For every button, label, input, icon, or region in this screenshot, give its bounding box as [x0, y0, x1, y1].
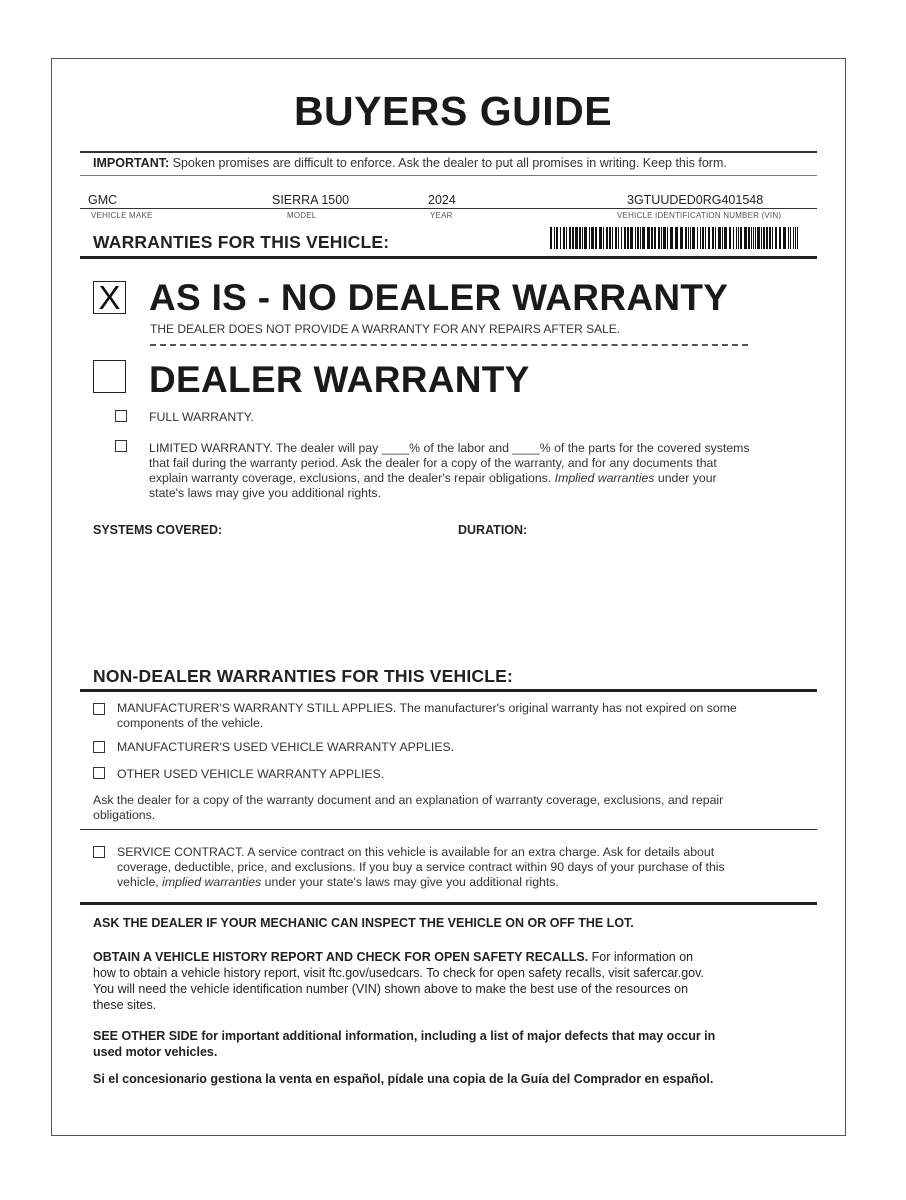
limited-warranty-line: state's laws may give you additional rights. [149, 486, 382, 500]
barcode-bar [642, 227, 645, 249]
barcode-bar [579, 227, 581, 249]
barcode-bar [736, 227, 737, 249]
barcode-bar [702, 227, 704, 249]
barcode-bar [783, 227, 786, 249]
barcode-bar [627, 227, 629, 249]
vehicle-year-label: YEAR [430, 211, 453, 220]
dashed-separator [150, 344, 748, 346]
service-contract-line [117, 875, 725, 890]
barcode-bar [793, 227, 794, 249]
vehicle-history-fragment: For information on [588, 950, 694, 964]
barcode-bar [772, 227, 773, 249]
dealer-warranty-checkbox[interactable] [93, 360, 126, 393]
barcode-bar [654, 227, 656, 249]
barcode-bar [651, 227, 653, 249]
barcode-bar [688, 227, 689, 249]
barcode-bar [563, 227, 565, 249]
service-contract-line: coverage, deductible, price, and exclusions. If you buy a service contract within 90 days of your purchase of this [117, 860, 725, 874]
vehicle-history-line: how to obtain a vehicle history report, visit ftc.gov/usedcars. To check for open safety recalls, visit safercar.gov. [93, 966, 704, 980]
vehicle-history-line [93, 949, 704, 965]
divider [80, 829, 817, 830]
barcode-bar [584, 227, 587, 249]
barcode-bar [569, 227, 571, 249]
barcode-bar [744, 227, 747, 249]
mechanic-inspection-text: ASK THE DEALER IF YOUR MECHANIC CAN INSPECT THE VEHICLE ON OR OFF THE LOT. [93, 916, 634, 930]
barcode-bar [582, 227, 583, 249]
barcode-bar [572, 227, 574, 249]
barcode-bar [612, 227, 613, 249]
service-contract-fragment: under your state's laws may give you additional rights. [261, 875, 559, 889]
barcode-bar [761, 227, 762, 249]
barcode-bar [560, 227, 561, 249]
as-is-subtitle: THE DEALER DOES NOT PROVIDE A WARRANTY FOR ANY REPAIRS AFTER SALE. [150, 322, 621, 336]
barcode-bar [755, 227, 756, 249]
divider [80, 151, 817, 153]
systems-covered-label: SYSTEMS COVERED: [93, 523, 223, 537]
limited-warranty-line: LIMITED WARRANTY. The dealer will pay ____% of the labor and ____% of the parts for the covered systems [149, 441, 750, 455]
divider [80, 208, 817, 209]
barcode-bar [595, 227, 597, 249]
barcode-bar [630, 227, 633, 249]
barcode-bar [715, 227, 716, 249]
mechanic-inspection-note [93, 915, 634, 931]
warranties-heading: WARRANTIES FOR THIS VEHICLE: [93, 232, 390, 252]
as-is-title: AS IS - NO DEALER WARRANTY [149, 277, 729, 318]
barcode-bar [712, 227, 714, 249]
vehicle-model-label: MODEL [287, 211, 317, 220]
barcode-bar [566, 227, 567, 249]
vehicle-history-line: these sites. [93, 998, 157, 1012]
service-contract-fragment: vehicle, [117, 875, 163, 889]
important-text: Spoken promises are difficult to enforce. Ask the dealer to put all promises in writing. Keep this form. [172, 156, 727, 170]
vehicle-make-label: VEHICLE MAKE [91, 211, 153, 220]
dealer-warranty-title: DEALER WARRANTY [149, 359, 530, 400]
barcode-bar [718, 227, 721, 249]
vehicle-history-heading: OBTAIN A VEHICLE HISTORY REPORT AND CHECK FOR OPEN SAFETY RECALLS. [93, 950, 589, 964]
barcode-bar [556, 227, 558, 249]
other-used-checkbox[interactable] [93, 767, 105, 779]
barcode-bar [748, 227, 750, 249]
see-other-side-line: SEE OTHER SIDE for important additional information, including a list of major defects that may occur in [93, 1029, 716, 1043]
barcode-bar [753, 227, 754, 249]
barcode-bar [775, 227, 777, 249]
barcode-bar [708, 227, 710, 249]
non-dealer-heading: NON-DEALER WARRANTIES FOR THIS VEHICLE: [93, 666, 514, 686]
barcode-bar [724, 227, 727, 249]
manufacturer-used-label: MANUFACTURER'S USED VEHICLE WARRANTY APPLIES. [117, 740, 455, 754]
barcode-bar [603, 227, 604, 249]
barcode-bar [738, 227, 739, 249]
barcode-bar [675, 227, 678, 249]
divider [80, 256, 817, 259]
barcode-bar [591, 227, 594, 249]
barcode-bar [621, 227, 622, 249]
barcode-bar [705, 227, 706, 249]
as-is-check-mark: X [98, 279, 121, 316]
page-title: BUYERS GUIDE [293, 88, 613, 134]
barcode-bar [740, 227, 742, 249]
barcode-bar [663, 227, 666, 249]
barcode-bar [700, 227, 701, 249]
barcode-bar [658, 227, 660, 249]
barcode-bar [766, 227, 768, 249]
ask-dealer-line: obligations. [93, 808, 156, 822]
see-other-side-paragraph [93, 1028, 715, 1060]
vehicle-make: GMC [88, 193, 118, 207]
service-contract-line: SERVICE CONTRACT. A service contract on this vehicle is available for an extra charge. Ask for details about [117, 845, 715, 859]
vehicle-vin: 3GTUUDED0RG401548 [627, 193, 764, 207]
manufacturer-warranty-line: components of the vehicle. [117, 716, 264, 730]
barcode-bar [697, 227, 698, 249]
barcode-bar [670, 227, 673, 249]
barcode-bar [624, 227, 626, 249]
implied-warranties-italic: Implied warranties [554, 471, 655, 485]
barcode-bar [599, 227, 602, 249]
service-contract-text [117, 845, 725, 890]
barcode-bar [779, 227, 781, 249]
barcode-bar [550, 227, 552, 249]
barcode-bar [680, 227, 683, 249]
vehicle-model: SIERRA 1500 [272, 193, 350, 207]
barcode-bar [647, 227, 650, 249]
barcode-bar [690, 227, 691, 249]
as-is-checkbox[interactable] [93, 281, 126, 314]
barcode-bar [763, 227, 765, 249]
barcode-bar [795, 227, 796, 249]
manufacturer-warranty-checkbox[interactable] [93, 703, 105, 715]
limited-warranty-checkbox[interactable] [115, 440, 127, 452]
implied-warranties-italic: implied warranties [162, 875, 262, 889]
vehicle-year: 2024 [428, 193, 456, 207]
limited-warranty-line: that fail during the warranty period. Ask the dealer for a copy of the warranty, and for any documents that [149, 456, 717, 470]
barcode-bar [615, 227, 617, 249]
barcode-bar [554, 227, 555, 249]
barcode-bar [788, 227, 789, 249]
spanish-notice: Si el concesionario gestiona la venta en español, pídale una copia de la Guía del Comprador en español. [93, 1072, 714, 1086]
limited-warranty-fragment: explain warranty coverage, exclusions, and the dealer's repair obligations. [149, 471, 555, 485]
barcode-bar [790, 227, 791, 249]
barcode-bar [692, 227, 695, 249]
barcode-bar [757, 227, 760, 249]
important-label: IMPORTANT: [93, 156, 170, 170]
other-used-label: OTHER USED VEHICLE WARRANTY APPLIES. [117, 767, 385, 781]
manufacturer-warranty-text [117, 701, 737, 731]
ask-dealer-text [93, 793, 723, 823]
divider [80, 902, 817, 905]
barcode-bar [722, 227, 723, 249]
vehicle-history-paragraph [93, 949, 704, 1013]
barcode-bar [635, 227, 636, 249]
barcode-bar [606, 227, 608, 249]
manufacturer-used-checkbox[interactable] [93, 741, 105, 753]
important-notice [93, 156, 727, 170]
barcode-bar [589, 227, 590, 249]
barcode-bar [733, 227, 734, 249]
see-other-side-line: used motor vehicles. [93, 1045, 218, 1059]
barcode-bar [637, 227, 639, 249]
limited-warranty-fragment: under your [654, 471, 717, 485]
full-warranty-checkbox[interactable] [115, 410, 127, 422]
vehicle-history-line: You will need the vehicle identification number (VIN) shown above to make the best use of the resources on [93, 982, 689, 996]
vin-barcode [550, 227, 800, 249]
barcode-bar [609, 227, 611, 249]
duration-label: DURATION: [458, 523, 528, 537]
barcode-bar [729, 227, 731, 249]
barcode-bar [751, 227, 752, 249]
barcode-bar [640, 227, 641, 249]
barcode-bar [667, 227, 668, 249]
divider [80, 175, 817, 176]
ask-dealer-line: Ask the dealer for a copy of the warranty document and an explanation of warranty coverage, exclusions, and repair [93, 793, 724, 807]
barcode-bar [575, 227, 578, 249]
limited-warranty-line [149, 471, 750, 486]
barcode-bar [685, 227, 687, 249]
barcode-bar [769, 227, 771, 249]
divider [80, 689, 817, 692]
barcode-bar [618, 227, 619, 249]
full-warranty-label: FULL WARRANTY. [149, 410, 254, 424]
barcode-bar [661, 227, 662, 249]
service-contract-checkbox[interactable] [93, 846, 105, 858]
vehicle-vin-label: VEHICLE IDENTIFICATION NUMBER (VIN) [617, 211, 782, 220]
manufacturer-warranty-line: MANUFACTURER'S WARRANTY STILL APPLIES. The manufacturer's original warranty has not expired on some [117, 701, 737, 715]
barcode-bar [797, 227, 798, 249]
limited-warranty-text [149, 441, 750, 501]
